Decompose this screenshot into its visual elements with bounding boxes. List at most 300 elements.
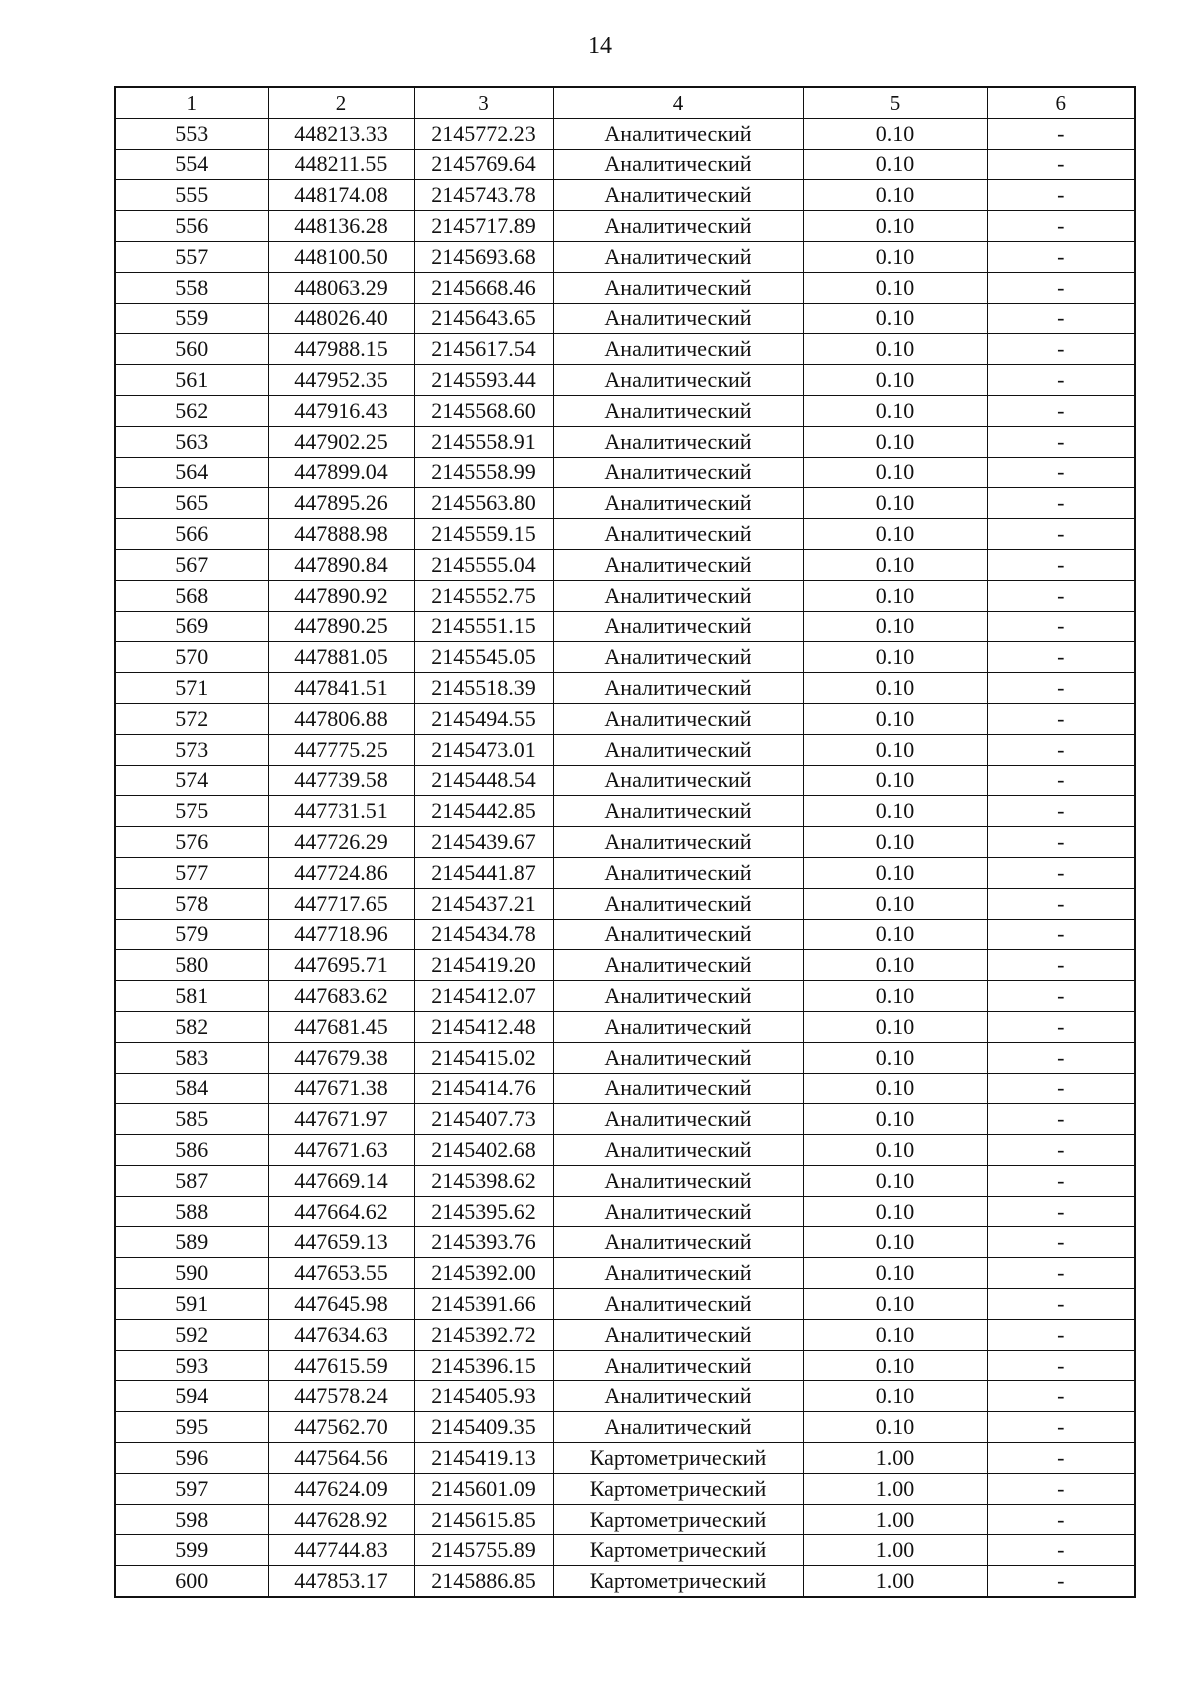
- method-cell: Аналитический: [553, 549, 803, 580]
- x-coordinate-cell: 447664.62: [268, 1196, 414, 1227]
- note-cell: -: [987, 673, 1135, 704]
- accuracy-cell: 0.10: [803, 118, 987, 149]
- accuracy-cell: 0.10: [803, 950, 987, 981]
- y-coordinate-cell: 2145615.85: [414, 1504, 553, 1535]
- point-number-cell: 577: [115, 857, 268, 888]
- table-row: [115, 303, 1135, 334]
- note-cell: -: [987, 1473, 1135, 1504]
- x-coordinate-cell: 447671.63: [268, 1135, 414, 1166]
- accuracy-cell: 0.10: [803, 1258, 987, 1289]
- accuracy-cell: 0.10: [803, 919, 987, 950]
- table-row: [115, 796, 1135, 827]
- point-number-cell: 588: [115, 1196, 268, 1227]
- point-number-cell: 562: [115, 395, 268, 426]
- point-number-cell: 556: [115, 211, 268, 242]
- accuracy-cell: 0.10: [803, 580, 987, 611]
- table-row: [115, 1535, 1135, 1566]
- table-row: [115, 334, 1135, 365]
- accuracy-cell: 0.10: [803, 1289, 987, 1320]
- y-coordinate-cell: 2145393.76: [414, 1227, 553, 1258]
- column-header: 3: [414, 87, 553, 118]
- table-row: [115, 1165, 1135, 1196]
- y-coordinate-cell: 2145558.91: [414, 426, 553, 457]
- table-row: [115, 1011, 1135, 1042]
- table-row: [115, 857, 1135, 888]
- method-cell: Аналитический: [553, 703, 803, 734]
- method-cell: Аналитический: [553, 827, 803, 858]
- x-coordinate-cell: 447731.51: [268, 796, 414, 827]
- y-coordinate-cell: 2145552.75: [414, 580, 553, 611]
- x-coordinate-cell: 447888.98: [268, 519, 414, 550]
- point-number-cell: 559: [115, 303, 268, 334]
- y-coordinate-cell: 2145558.99: [414, 457, 553, 488]
- note-cell: -: [987, 334, 1135, 365]
- y-coordinate-cell: 2145601.09: [414, 1473, 553, 1504]
- note-cell: -: [987, 1011, 1135, 1042]
- x-coordinate-cell: 448026.40: [268, 303, 414, 334]
- method-cell: Аналитический: [553, 734, 803, 765]
- point-number-cell: 576: [115, 827, 268, 858]
- note-cell: -: [987, 703, 1135, 734]
- point-number-cell: 593: [115, 1350, 268, 1381]
- accuracy-cell: 0.10: [803, 1165, 987, 1196]
- note-cell: -: [987, 272, 1135, 303]
- note-cell: -: [987, 611, 1135, 642]
- accuracy-cell: 0.10: [803, 303, 987, 334]
- note-cell: -: [987, 1289, 1135, 1320]
- y-coordinate-cell: 2145437.21: [414, 888, 553, 919]
- accuracy-cell: 0.10: [803, 1227, 987, 1258]
- y-coordinate-cell: 2145717.89: [414, 211, 553, 242]
- point-number-cell: 564: [115, 457, 268, 488]
- accuracy-cell: 0.10: [803, 1319, 987, 1350]
- table-row: [115, 488, 1135, 519]
- method-cell: Аналитический: [553, 1381, 803, 1412]
- note-cell: -: [987, 1443, 1135, 1474]
- x-coordinate-cell: 447624.09: [268, 1473, 414, 1504]
- method-cell: Аналитический: [553, 426, 803, 457]
- accuracy-cell: 0.10: [803, 1381, 987, 1412]
- table-row: [115, 1412, 1135, 1443]
- table-row: [115, 426, 1135, 457]
- note-cell: -: [987, 549, 1135, 580]
- table-row: [115, 765, 1135, 796]
- method-cell: Аналитический: [553, 149, 803, 180]
- x-coordinate-cell: 448174.08: [268, 180, 414, 211]
- x-coordinate-cell: 447890.84: [268, 549, 414, 580]
- point-number-cell: 587: [115, 1165, 268, 1196]
- y-coordinate-cell: 2145563.80: [414, 488, 553, 519]
- x-coordinate-cell: 447806.88: [268, 703, 414, 734]
- y-coordinate-cell: 2145494.55: [414, 703, 553, 734]
- method-cell: Аналитический: [553, 1289, 803, 1320]
- point-number-cell: 584: [115, 1073, 268, 1104]
- accuracy-cell: 1.00: [803, 1473, 987, 1504]
- method-cell: Аналитический: [553, 673, 803, 704]
- table-row: [115, 1473, 1135, 1504]
- point-number-cell: 583: [115, 1042, 268, 1073]
- table-row: [115, 149, 1135, 180]
- x-coordinate-cell: 447841.51: [268, 673, 414, 704]
- note-cell: -: [987, 149, 1135, 180]
- method-cell: Аналитический: [553, 1412, 803, 1443]
- point-number-cell: 570: [115, 642, 268, 673]
- y-coordinate-cell: 2145473.01: [414, 734, 553, 765]
- accuracy-cell: 1.00: [803, 1566, 987, 1597]
- method-cell: Аналитический: [553, 1227, 803, 1258]
- note-cell: -: [987, 426, 1135, 457]
- accuracy-cell: 0.10: [803, 981, 987, 1012]
- y-coordinate-cell: 2145392.00: [414, 1258, 553, 1289]
- y-coordinate-cell: 2145448.54: [414, 765, 553, 796]
- note-cell: -: [987, 395, 1135, 426]
- accuracy-cell: 0.10: [803, 888, 987, 919]
- point-number-cell: 558: [115, 272, 268, 303]
- y-coordinate-cell: 2145441.87: [414, 857, 553, 888]
- point-number-cell: 572: [115, 703, 268, 734]
- x-coordinate-cell: 447679.38: [268, 1042, 414, 1073]
- method-cell: Аналитический: [553, 272, 803, 303]
- table-row: [115, 827, 1135, 858]
- y-coordinate-cell: 2145396.15: [414, 1350, 553, 1381]
- point-number-cell: 565: [115, 488, 268, 519]
- method-cell: Аналитический: [553, 488, 803, 519]
- accuracy-cell: 0.10: [803, 734, 987, 765]
- accuracy-cell: 0.10: [803, 272, 987, 303]
- method-cell: Аналитический: [553, 1104, 803, 1135]
- x-coordinate-cell: 447881.05: [268, 642, 414, 673]
- y-coordinate-cell: 2145617.54: [414, 334, 553, 365]
- point-number-cell: 582: [115, 1011, 268, 1042]
- note-cell: -: [987, 981, 1135, 1012]
- note-cell: -: [987, 1073, 1135, 1104]
- method-cell: Аналитический: [553, 1165, 803, 1196]
- point-number-cell: 571: [115, 673, 268, 704]
- note-cell: -: [987, 241, 1135, 272]
- x-coordinate-cell: 447671.38: [268, 1073, 414, 1104]
- table-row: [115, 611, 1135, 642]
- method-cell: Картометрический: [553, 1504, 803, 1535]
- y-coordinate-cell: 2145415.02: [414, 1042, 553, 1073]
- method-cell: Аналитический: [553, 580, 803, 611]
- point-number-cell: 591: [115, 1289, 268, 1320]
- table-row: [115, 1135, 1135, 1166]
- table-row: [115, 549, 1135, 580]
- point-number-cell: 563: [115, 426, 268, 457]
- y-coordinate-cell: 2145414.76: [414, 1073, 553, 1104]
- y-coordinate-cell: 2145395.62: [414, 1196, 553, 1227]
- column-header: 6: [987, 87, 1135, 118]
- note-cell: -: [987, 457, 1135, 488]
- x-coordinate-cell: 448211.55: [268, 149, 414, 180]
- y-coordinate-cell: 2145743.78: [414, 180, 553, 211]
- method-cell: Аналитический: [553, 1319, 803, 1350]
- note-cell: -: [987, 1535, 1135, 1566]
- table-row: [115, 703, 1135, 734]
- table-row: [115, 180, 1135, 211]
- y-coordinate-cell: 2145409.35: [414, 1412, 553, 1443]
- y-coordinate-cell: 2145405.93: [414, 1381, 553, 1412]
- x-coordinate-cell: 447653.55: [268, 1258, 414, 1289]
- table-row: [115, 1566, 1135, 1597]
- method-cell: Аналитический: [553, 395, 803, 426]
- table-row: [115, 457, 1135, 488]
- x-coordinate-cell: 447717.65: [268, 888, 414, 919]
- point-number-cell: 600: [115, 1566, 268, 1597]
- y-coordinate-cell: 2145402.68: [414, 1135, 553, 1166]
- accuracy-cell: 0.10: [803, 488, 987, 519]
- table-row: [115, 1350, 1135, 1381]
- y-coordinate-cell: 2145555.04: [414, 549, 553, 580]
- point-number-cell: 560: [115, 334, 268, 365]
- accuracy-cell: 0.10: [803, 241, 987, 272]
- method-cell: Аналитический: [553, 950, 803, 981]
- point-number-cell: 578: [115, 888, 268, 919]
- table-row: [115, 519, 1135, 550]
- note-cell: -: [987, 1350, 1135, 1381]
- point-number-cell: 589: [115, 1227, 268, 1258]
- note-cell: -: [987, 1196, 1135, 1227]
- x-coordinate-cell: 447562.70: [268, 1412, 414, 1443]
- x-coordinate-cell: 447659.13: [268, 1227, 414, 1258]
- method-cell: Аналитический: [553, 118, 803, 149]
- y-coordinate-cell: 2145391.66: [414, 1289, 553, 1320]
- accuracy-cell: 0.10: [803, 642, 987, 673]
- accuracy-cell: 0.10: [803, 519, 987, 550]
- y-coordinate-cell: 2145439.67: [414, 827, 553, 858]
- accuracy-cell: 0.10: [803, 149, 987, 180]
- accuracy-cell: 0.10: [803, 334, 987, 365]
- method-cell: Картометрический: [553, 1473, 803, 1504]
- x-coordinate-cell: 447890.92: [268, 580, 414, 611]
- point-number-cell: 580: [115, 950, 268, 981]
- note-cell: -: [987, 1381, 1135, 1412]
- note-cell: -: [987, 642, 1135, 673]
- x-coordinate-cell: 447634.63: [268, 1319, 414, 1350]
- y-coordinate-cell: 2145412.07: [414, 981, 553, 1012]
- method-cell: Аналитический: [553, 857, 803, 888]
- method-cell: Аналитический: [553, 611, 803, 642]
- x-coordinate-cell: 447669.14: [268, 1165, 414, 1196]
- accuracy-cell: 0.10: [803, 1412, 987, 1443]
- table-row: [115, 1258, 1135, 1289]
- table-header-row: [115, 87, 1135, 118]
- method-cell: Аналитический: [553, 1135, 803, 1166]
- table-row: [115, 272, 1135, 303]
- x-coordinate-cell: 447988.15: [268, 334, 414, 365]
- x-coordinate-cell: 447916.43: [268, 395, 414, 426]
- x-coordinate-cell: 447564.56: [268, 1443, 414, 1474]
- method-cell: Аналитический: [553, 796, 803, 827]
- x-coordinate-cell: 447952.35: [268, 365, 414, 396]
- note-cell: -: [987, 211, 1135, 242]
- method-cell: Аналитический: [553, 519, 803, 550]
- point-number-cell: 596: [115, 1443, 268, 1474]
- y-coordinate-cell: 2145545.05: [414, 642, 553, 673]
- x-coordinate-cell: 447645.98: [268, 1289, 414, 1320]
- table-row: [115, 1104, 1135, 1135]
- note-cell: -: [987, 1412, 1135, 1443]
- x-coordinate-cell: 448100.50: [268, 241, 414, 272]
- point-number-cell: 598: [115, 1504, 268, 1535]
- table-body: [115, 118, 1135, 1597]
- accuracy-cell: 0.10: [803, 857, 987, 888]
- point-number-cell: 592: [115, 1319, 268, 1350]
- note-cell: -: [987, 1258, 1135, 1289]
- page-number: 14: [588, 33, 612, 59]
- note-cell: -: [987, 1104, 1135, 1135]
- table-row: [115, 919, 1135, 950]
- y-coordinate-cell: 2145434.78: [414, 919, 553, 950]
- point-number-cell: 554: [115, 149, 268, 180]
- table-row: [115, 1227, 1135, 1258]
- table-row: [115, 673, 1135, 704]
- y-coordinate-cell: 2145412.48: [414, 1011, 553, 1042]
- x-coordinate-cell: 447775.25: [268, 734, 414, 765]
- method-cell: Аналитический: [553, 642, 803, 673]
- point-number-cell: 555: [115, 180, 268, 211]
- accuracy-cell: 1.00: [803, 1443, 987, 1474]
- method-cell: Аналитический: [553, 211, 803, 242]
- column-header: 5: [803, 87, 987, 118]
- point-number-cell: 586: [115, 1135, 268, 1166]
- accuracy-cell: 0.10: [803, 1104, 987, 1135]
- y-coordinate-cell: 2145419.13: [414, 1443, 553, 1474]
- point-number-cell: 573: [115, 734, 268, 765]
- point-number-cell: 579: [115, 919, 268, 950]
- coordinates-table: [114, 86, 1136, 1598]
- accuracy-cell: 0.10: [803, 426, 987, 457]
- note-cell: -: [987, 1165, 1135, 1196]
- point-number-cell: 581: [115, 981, 268, 1012]
- table-row: [115, 950, 1135, 981]
- x-coordinate-cell: 448213.33: [268, 118, 414, 149]
- note-cell: -: [987, 118, 1135, 149]
- point-number-cell: 594: [115, 1381, 268, 1412]
- note-cell: -: [987, 765, 1135, 796]
- note-cell: -: [987, 180, 1135, 211]
- x-coordinate-cell: 447615.59: [268, 1350, 414, 1381]
- x-coordinate-cell: 447744.83: [268, 1535, 414, 1566]
- table-row: [115, 118, 1135, 149]
- x-coordinate-cell: 447739.58: [268, 765, 414, 796]
- method-cell: Аналитический: [553, 365, 803, 396]
- point-number-cell: 590: [115, 1258, 268, 1289]
- method-cell: Аналитический: [553, 1011, 803, 1042]
- y-coordinate-cell: 2145407.73: [414, 1104, 553, 1135]
- accuracy-cell: 1.00: [803, 1504, 987, 1535]
- method-cell: Аналитический: [553, 1350, 803, 1381]
- table-row: [115, 365, 1135, 396]
- method-cell: Аналитический: [553, 1073, 803, 1104]
- accuracy-cell: 0.10: [803, 549, 987, 580]
- method-cell: Аналитический: [553, 180, 803, 211]
- method-cell: Аналитический: [553, 765, 803, 796]
- point-number-cell: 597: [115, 1473, 268, 1504]
- column-header: 4: [553, 87, 803, 118]
- note-cell: -: [987, 734, 1135, 765]
- y-coordinate-cell: 2145442.85: [414, 796, 553, 827]
- x-coordinate-cell: 447895.26: [268, 488, 414, 519]
- x-coordinate-cell: 447671.97: [268, 1104, 414, 1135]
- table-row: [115, 211, 1135, 242]
- accuracy-cell: 0.10: [803, 365, 987, 396]
- x-coordinate-cell: 448063.29: [268, 272, 414, 303]
- accuracy-cell: 0.10: [803, 765, 987, 796]
- x-coordinate-cell: 447899.04: [268, 457, 414, 488]
- y-coordinate-cell: 2145593.44: [414, 365, 553, 396]
- column-header: 1: [115, 87, 268, 118]
- note-cell: -: [987, 488, 1135, 519]
- y-coordinate-cell: 2145755.89: [414, 1535, 553, 1566]
- accuracy-cell: 0.10: [803, 1350, 987, 1381]
- accuracy-cell: 0.10: [803, 1073, 987, 1104]
- note-cell: -: [987, 303, 1135, 334]
- note-cell: -: [987, 365, 1135, 396]
- y-coordinate-cell: 2145518.39: [414, 673, 553, 704]
- table-row: [115, 1042, 1135, 1073]
- table-row: [115, 1289, 1135, 1320]
- y-coordinate-cell: 2145392.72: [414, 1319, 553, 1350]
- y-coordinate-cell: 2145769.64: [414, 149, 553, 180]
- accuracy-cell: 0.10: [803, 703, 987, 734]
- accuracy-cell: 1.00: [803, 1535, 987, 1566]
- y-coordinate-cell: 2145668.46: [414, 272, 553, 303]
- x-coordinate-cell: 447902.25: [268, 426, 414, 457]
- method-cell: Аналитический: [553, 241, 803, 272]
- table-row: [115, 734, 1135, 765]
- accuracy-cell: 0.10: [803, 1042, 987, 1073]
- note-cell: -: [987, 519, 1135, 550]
- point-number-cell: 574: [115, 765, 268, 796]
- method-cell: Картометрический: [553, 1566, 803, 1597]
- x-coordinate-cell: 447726.29: [268, 827, 414, 858]
- x-coordinate-cell: 448136.28: [268, 211, 414, 242]
- method-cell: Аналитический: [553, 334, 803, 365]
- x-coordinate-cell: 447724.86: [268, 857, 414, 888]
- accuracy-cell: 0.10: [803, 211, 987, 242]
- y-coordinate-cell: 2145772.23: [414, 118, 553, 149]
- y-coordinate-cell: 2145419.20: [414, 950, 553, 981]
- point-number-cell: 599: [115, 1535, 268, 1566]
- column-header: 2: [268, 87, 414, 118]
- table-row: [115, 580, 1135, 611]
- point-number-cell: 557: [115, 241, 268, 272]
- method-cell: Аналитический: [553, 888, 803, 919]
- method-cell: Аналитический: [553, 1196, 803, 1227]
- note-cell: -: [987, 1566, 1135, 1597]
- note-cell: -: [987, 827, 1135, 858]
- x-coordinate-cell: 447681.45: [268, 1011, 414, 1042]
- accuracy-cell: 0.10: [803, 1196, 987, 1227]
- accuracy-cell: 0.10: [803, 180, 987, 211]
- y-coordinate-cell: 2145643.65: [414, 303, 553, 334]
- x-coordinate-cell: 447628.92: [268, 1504, 414, 1535]
- note-cell: -: [987, 888, 1135, 919]
- method-cell: Картометрический: [553, 1535, 803, 1566]
- method-cell: Аналитический: [553, 981, 803, 1012]
- note-cell: -: [987, 857, 1135, 888]
- y-coordinate-cell: 2145693.68: [414, 241, 553, 272]
- y-coordinate-cell: 2145886.85: [414, 1566, 553, 1597]
- note-cell: -: [987, 919, 1135, 950]
- table-row: [115, 642, 1135, 673]
- accuracy-cell: 0.10: [803, 611, 987, 642]
- accuracy-cell: 0.10: [803, 1135, 987, 1166]
- table-row: [115, 1443, 1135, 1474]
- y-coordinate-cell: 2145568.60: [414, 395, 553, 426]
- y-coordinate-cell: 2145551.15: [414, 611, 553, 642]
